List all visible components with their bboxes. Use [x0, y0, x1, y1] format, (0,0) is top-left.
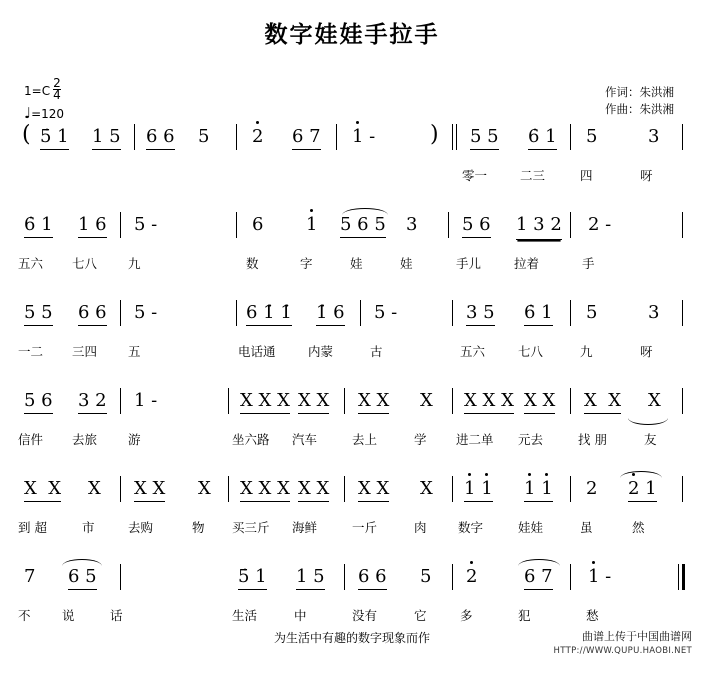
lyric-syllable: 肉	[414, 520, 427, 535]
lyric-syllable: 九	[580, 344, 593, 359]
lyric-syllable: 物	[192, 520, 205, 535]
barline	[236, 300, 237, 326]
lyric-syllable: 零一	[462, 168, 488, 183]
lyric-syllable: 游	[128, 432, 141, 447]
note-group: 1 5	[296, 566, 325, 587]
barline	[570, 476, 571, 502]
barline	[120, 212, 121, 238]
note-group: 1 -	[588, 566, 612, 587]
note-group: 3 2	[78, 390, 107, 411]
lyric-syllable: 多	[460, 608, 473, 623]
lyric-syllable: 二三	[520, 168, 546, 183]
note-group: 5	[198, 126, 210, 147]
lyric-syllable: 字	[300, 256, 313, 271]
note-group: 5 5	[470, 126, 499, 147]
lyric-syllable: 虽	[580, 520, 593, 535]
note-group: X X X	[240, 390, 290, 411]
lyric-syllable: 犯	[518, 608, 531, 623]
barline	[120, 388, 121, 414]
note-group: 6 6	[78, 302, 107, 323]
barline	[682, 300, 683, 326]
note-group: 1 -	[352, 126, 376, 147]
note-group: X X	[584, 390, 621, 411]
lyric-syllable: 手儿	[456, 256, 482, 271]
page-title: 数字娃娃手拉手	[264, 22, 440, 48]
note-group: X X	[524, 390, 555, 411]
barline	[570, 124, 571, 150]
note-group: X X X	[464, 390, 514, 411]
note-group: 5 -	[134, 302, 158, 323]
note-group: 1 -	[134, 390, 158, 411]
lyric-syllable: 五	[128, 344, 141, 359]
footer-credit	[554, 630, 692, 658]
lyric-syllable: 数字	[458, 520, 484, 535]
barline	[120, 476, 121, 502]
note-group: 3	[648, 302, 660, 323]
barline	[570, 564, 571, 590]
note-group: 6 6	[146, 126, 175, 147]
note-group: 5	[586, 126, 598, 147]
tie-arc	[620, 471, 662, 478]
note-group: 5̇ 1	[40, 126, 69, 147]
note-group: 2 1	[628, 478, 657, 499]
barline	[456, 124, 457, 150]
lyric-syllable: 不	[18, 608, 31, 623]
lyric-syllable: 话	[110, 608, 123, 623]
lyric-syllable: 没有	[352, 608, 378, 623]
final-barline	[682, 564, 685, 590]
barline	[452, 124, 453, 150]
note-group: X X	[298, 390, 329, 411]
lyric-syllable: 娃	[400, 256, 413, 271]
quarter-note-icon: ♩	[24, 104, 32, 122]
note-group: X	[648, 390, 661, 411]
lyric-syllable: 一斤	[352, 520, 378, 535]
key-and-tempo	[24, 78, 64, 121]
note-group: 5 -	[374, 302, 398, 323]
barline	[678, 564, 679, 590]
close-paren: )	[430, 122, 439, 147]
barline	[236, 212, 237, 238]
lyric-syllable: 信件	[18, 432, 44, 447]
lyric-syllable: 数	[246, 256, 259, 271]
lyric-syllable: 五六	[18, 256, 44, 271]
note-group: 5	[420, 566, 432, 587]
barline	[120, 564, 121, 590]
lyric-syllable: 古	[370, 344, 383, 359]
barline	[682, 212, 683, 238]
footer-note: 为生活中有趣的数字现象而作	[273, 631, 430, 645]
note-group: 5	[586, 302, 598, 323]
note-group: X	[420, 478, 433, 499]
note-group: 6̇ 1	[524, 302, 553, 323]
barline	[344, 564, 345, 590]
note-group: 5 6 5	[340, 214, 386, 235]
note-group: 5 6	[24, 390, 53, 411]
note-group: 7	[24, 566, 36, 587]
note-group: 6 1̇ 1̇	[246, 302, 292, 323]
lyric-syllable: 电话通	[238, 344, 276, 359]
note-group: 1 1	[524, 478, 553, 499]
lyric-syllable: 娃娃	[518, 520, 544, 535]
lyric-syllable: 内蒙	[308, 344, 334, 359]
lyricist-credit: 作词：朱洪湘	[605, 85, 674, 99]
note-group: X X	[298, 478, 329, 499]
note-group: 3	[648, 126, 660, 147]
system-4	[0, 384, 704, 472]
barline	[120, 300, 121, 326]
key-label: 1=C	[24, 84, 51, 98]
note-group: 6̇ 1	[528, 126, 557, 147]
barline	[344, 388, 345, 414]
note-group: 1 6	[78, 214, 107, 235]
lyric-syllable: 它	[414, 608, 427, 623]
note-group: 2	[586, 478, 598, 499]
barline	[452, 476, 453, 502]
note-group: 1 1	[464, 478, 493, 499]
note-group: 6 5	[68, 566, 97, 587]
lyric-syllable: 一二	[18, 344, 44, 359]
barline	[452, 300, 453, 326]
barline	[682, 476, 683, 502]
lyric-syllable: 愁	[586, 608, 599, 623]
score-body	[0, 120, 704, 648]
lyric-syllable: 元去	[518, 432, 544, 447]
note-group: X X	[134, 478, 165, 499]
lyric-syllable: 学	[414, 432, 427, 447]
tie-arc	[518, 559, 560, 566]
lyric-syllable: 七八	[518, 344, 544, 359]
lyric-syllable: 去购	[128, 520, 154, 535]
note-group: 1 5	[92, 126, 121, 147]
note-group: X X	[358, 478, 389, 499]
system-1	[0, 120, 704, 208]
lyric-syllable: 友	[644, 432, 657, 447]
note-group: 5̇ 1	[238, 566, 267, 587]
barline	[236, 124, 237, 150]
note-group: 3 5	[466, 302, 495, 323]
lyric-syllable: 生活	[232, 608, 258, 623]
lyric-syllable: 去上	[352, 432, 378, 447]
note-group: 2	[466, 566, 478, 587]
open-paren: (	[22, 122, 31, 147]
footer-credit-line: 曲谱上传于中国曲谱网	[582, 630, 692, 643]
note-group: 6̇ 1	[24, 214, 53, 235]
lyric-syllable: 海鲜	[292, 520, 318, 535]
lyric-syllable: 买三斤	[232, 520, 270, 535]
barline	[452, 564, 453, 590]
note-group: 6 7	[292, 126, 321, 147]
note-group: 6 7	[524, 566, 553, 587]
note-group: 2	[252, 126, 264, 147]
barline	[228, 388, 229, 414]
note-group: 1 3 2	[516, 214, 562, 235]
barline	[134, 124, 135, 150]
system-5	[0, 472, 704, 560]
note-group: 6 6	[358, 566, 387, 587]
lyric-syllable: 找 朋	[578, 432, 607, 447]
tie-arc	[628, 418, 668, 425]
lyric-syllable: 娃	[350, 256, 363, 271]
lyric-syllable: 说	[62, 608, 75, 623]
lyric-syllable: 然	[632, 520, 645, 535]
note-group: 5 -	[134, 214, 158, 235]
lyric-syllable: 七八	[72, 256, 98, 271]
time-signature: $\frac{2}{4}$	[53, 76, 61, 102]
lyric-syllable: 去旅	[72, 432, 98, 447]
note-group: 1	[306, 214, 318, 235]
note-group: 1̇ 6	[316, 302, 345, 323]
lyric-syllable: 九	[128, 256, 141, 271]
lyric-syllable: 四	[580, 168, 593, 183]
note-group: X	[198, 478, 211, 499]
barline	[448, 212, 449, 238]
note-group: X	[88, 478, 101, 499]
note-group: 3	[406, 214, 418, 235]
barline	[570, 212, 571, 238]
footer-url: HTTP://WWW.QUPU.HAOBI.NET	[553, 646, 692, 656]
credits-block	[605, 84, 674, 118]
note-group: 6	[252, 214, 264, 235]
lyric-syllable: 到 超	[18, 520, 47, 535]
note-group: 5 5	[24, 302, 53, 323]
barline	[336, 124, 337, 150]
note-group: X X X	[240, 478, 290, 499]
barline	[228, 476, 229, 502]
barline	[682, 124, 683, 150]
barline	[360, 300, 361, 326]
lyric-syllable: 中	[294, 608, 307, 623]
lyric-syllable: 坐六路	[232, 432, 270, 447]
system-3	[0, 296, 704, 384]
barline	[682, 388, 683, 414]
note-group: 5 6	[462, 214, 491, 235]
tie-arc	[62, 559, 102, 566]
barline	[344, 476, 345, 502]
note-group: X X	[358, 390, 389, 411]
note-group: X	[420, 390, 433, 411]
lyric-syllable: 进二单	[456, 432, 494, 447]
lyric-syllable: 手	[582, 256, 595, 271]
note-group: X X	[24, 478, 61, 499]
lyric-syllable: 拉着	[514, 256, 540, 271]
barline	[570, 388, 571, 414]
lyric-syllable: 呀	[640, 168, 653, 183]
lyric-syllable: 五六	[460, 344, 486, 359]
barline	[570, 300, 571, 326]
note-group: 2 -	[588, 214, 612, 235]
composer-credit: 作曲：朱洪湘	[605, 102, 674, 116]
lyric-syllable: 呀	[640, 344, 653, 359]
lyric-syllable: 市	[82, 520, 95, 535]
barline	[452, 388, 453, 414]
tempo-marking: ♩=120	[24, 104, 65, 122]
lyric-syllable: 汽车	[292, 432, 318, 447]
lyric-syllable: 三四	[72, 344, 98, 359]
system-2	[0, 208, 704, 296]
